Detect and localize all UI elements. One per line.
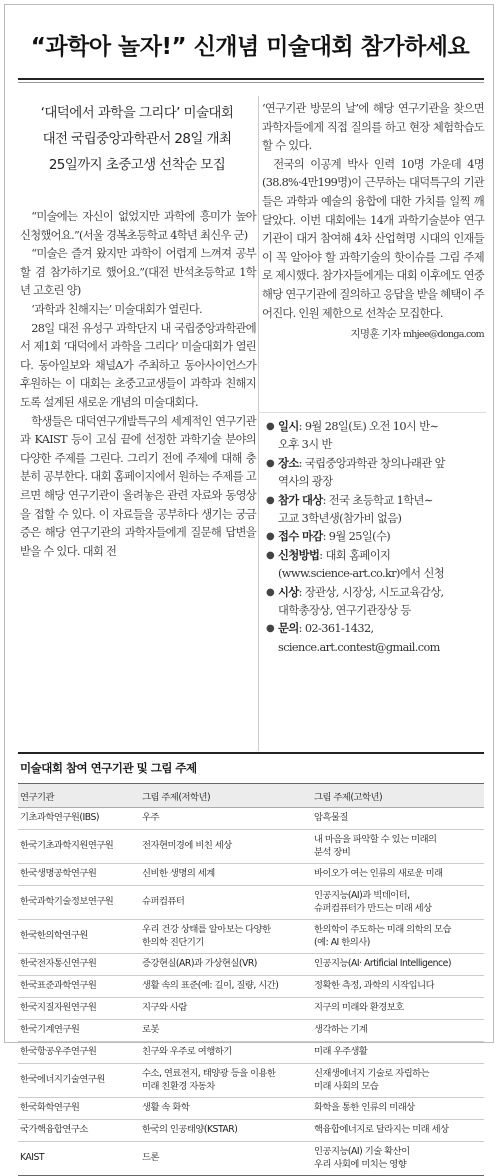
table-header-row xyxy=(18,784,484,808)
info-item xyxy=(258,584,486,602)
table-row xyxy=(18,1020,484,1042)
info-item-text xyxy=(278,455,445,473)
upper-grade-topic-cell: 인공지능(AI· Artificial Intelligence) xyxy=(312,954,484,976)
info-value: : 대회 홈페이지 xyxy=(319,548,391,562)
table-header-cell: 그림 주제(고학년) xyxy=(312,784,484,808)
table-row xyxy=(18,808,484,830)
institution-cell: 한국표준과학연구원 xyxy=(18,976,140,998)
lower-grade-topic-cell: 우리 건강 상태를 알아보는 다양한 한의학 진단기기 xyxy=(140,920,312,954)
institution-cell: 한국화학연구원 xyxy=(18,1098,140,1120)
info-value: : 국립중앙과학관 창의나래관 앞 xyxy=(298,456,445,470)
table-row xyxy=(18,1142,484,1176)
lower-grade-topic-cell: 슈퍼컴퓨터 xyxy=(140,886,312,920)
body-paragraph: ‘연구기관 방문의 날’에 해당 연구기관을 찾으면 과학자들에게 직접 질의를 하고 현장 체험학습도 할 수 있다. xyxy=(262,102,484,153)
right-column xyxy=(262,100,484,345)
quote-paragraph: “미술은 즐겨 왔지만 과학이 어렵게 느껴져 공부할 겸 참가하기로 했어요.”(대전 반석초등학교 1학년 고호린 양) xyxy=(20,247,256,298)
headline-rule xyxy=(18,78,484,80)
quote-paragraph: “미술에는 자신이 없었지만 과학에 흥미가 높아 신청했어요.”(서울 경복초등학교 4학년 최신우 군) xyxy=(20,210,256,242)
body-paragraph: 학생들은 대덕연구개발특구의 세계적인 연구기관과 KAIST 등이 고심 끝에 선정한 과학기술 분야의 다양한 주제를 그린다. 그리기 전에 주제에 대해 충분히 공부한다. 대회 홈페이지에서 원하는 주제를 고르면 해당 연구기관이 올려놓은 관련 자료와 동영상을 접할 수 있다. 이 자료들을 공부하다 생기는 궁금증은 해당 연구기관의 과학자들에게 질문해 답변을 받을 수 있다. 대회 전 xyxy=(20,414,256,558)
info-item-text xyxy=(278,528,390,546)
upper-grade-topic-cell: 인공지능(AI)과 빅데이터, 슈퍼컴퓨터가 만드는 미래 세상 xyxy=(312,886,484,920)
info-item-text xyxy=(278,492,433,510)
info-item xyxy=(258,492,486,510)
upper-grade-topic-cell: 미래 우주생활 xyxy=(312,1042,484,1064)
table-row xyxy=(18,1120,484,1142)
info-item xyxy=(258,547,486,565)
headline-rule-thin xyxy=(18,82,484,83)
byline xyxy=(262,325,484,345)
upper-grade-topic-cell: 인공지능(AI) 기술 확산이 우리 사회에 미치는 영향 xyxy=(312,1142,484,1176)
info-item xyxy=(258,418,486,436)
info-item-text xyxy=(278,547,390,565)
info-value: : 전국 초등학교 1학년∼ xyxy=(322,493,433,507)
upper-grade-topic-cell: 신재생에너지 기술로 자립하는 미래 사회의 모습 xyxy=(312,1064,484,1098)
info-label: 시상 xyxy=(278,585,299,599)
left-column xyxy=(20,208,256,561)
institution-cell: 한국생명공학연구원 xyxy=(18,864,140,886)
bullet-icon: ● xyxy=(266,457,275,469)
body-paragraph: 전국의 이공계 박사 인력 10명 가운데 4명(38.8%·4만199명)이 근무하는 대덕특구의 기관들은 과학과 예술의 융합에 대한 가치를 일찍 깨달았다. 이번 대회에는 14개 과학기술분야 연구기관이 대거 참여해 4차 산업혁명 시대의 인재들이 꼭 알아야 할 과학기술의 핫이슈를 그림 주제로 제시했다. 참가자들에게는 대회 이후에도 연중 해당 연구기관에 질의하고 응답을 받을 혜택이 주어진다. 인원 제한으로 선착순 모집한다. xyxy=(262,157,484,320)
info-value-continued: 고교 3학년생(참가비 없음) xyxy=(278,512,402,526)
info-value: : 02-361-1432, xyxy=(298,622,374,636)
lower-grade-topic-cell: 증강현실(AR)과 가상현실(VR) xyxy=(140,954,312,976)
lower-grade-topic-cell: 로봇 xyxy=(140,1020,312,1042)
institution-cell: 한국과학기술정보연구원 xyxy=(18,886,140,920)
bullet-icon: ● xyxy=(266,494,275,506)
info-item-text xyxy=(278,620,374,638)
upper-grade-topic-cell: 정확한 측정, 과학의 시작입니다 xyxy=(312,976,484,998)
institution-cell: 한국기계연구원 xyxy=(18,1020,140,1042)
table-row xyxy=(18,1042,484,1064)
upper-grade-topic-cell: 화학을 통한 인류의 미래상 xyxy=(312,1098,484,1120)
body-paragraph: ‘과학과 친해지는’ 미술대회가 열린다. xyxy=(31,302,202,316)
institution-cell: 한국기초과학지원연구원 xyxy=(18,830,140,864)
institution-cell: 한국항공우주연구원 xyxy=(18,1042,140,1064)
upper-grade-topic-cell: 바이오가 여는 인류의 새로운 미래 xyxy=(312,864,484,886)
lower-grade-topic-cell: 수소, 연료전지, 태양광 등을 이용한 미래 친환경 자동차 xyxy=(140,1064,312,1098)
subhead-line: 대전 국립중앙과학관서 28일 개최 xyxy=(42,131,232,147)
table-row xyxy=(18,920,484,954)
institution-cell: 한국에너지기술연구원 xyxy=(18,1064,140,1098)
table-row xyxy=(18,998,484,1020)
table-row xyxy=(18,954,484,976)
subheadlines xyxy=(26,100,248,178)
body-paragraph: 28일 대전 유성구 과학단지 내 국립중앙과학관에서 제1회 ‘대덕에서 과학을 그리다’ 미술대회가 열린다. 동아일보와 채널A가 주최하고 동아사이언스가 후원하는 이 대회는 초중고교생들이 과학과 친해지도록 설계된 새로운 개념의 미술대회다. xyxy=(20,321,256,409)
bullet-icon: ● xyxy=(266,531,275,543)
info-value-continued: 오후 3시 반 xyxy=(278,438,332,452)
lower-grade-topic-cell: 생활 속의 표준(예: 길이, 질량, 시간) xyxy=(140,976,312,998)
subhead-line: 25일까지 초중고생 선착순 모집 xyxy=(48,157,226,173)
upper-grade-topic-cell: 암흑물질 xyxy=(312,808,484,830)
info-label: 신청방법 xyxy=(278,548,320,562)
table-section-rule xyxy=(18,752,484,754)
info-label: 일시 xyxy=(278,420,299,433)
info-value: : 장관상, 시장상, 시도교육감상, xyxy=(298,585,444,599)
lower-grade-topic-cell: 전자현미경에 비친 세상 xyxy=(140,830,312,864)
info-value: : 9월 25일(수) xyxy=(322,530,391,544)
info-value-continued: science.art.contest@gmail.com xyxy=(278,640,440,654)
table-header-cell: 연구기관 xyxy=(18,784,140,808)
info-item xyxy=(258,620,486,638)
table-row xyxy=(18,1064,484,1098)
info-box-top-border xyxy=(258,412,486,414)
info-item-text xyxy=(278,418,438,436)
lower-grade-topic-cell: 드론 xyxy=(140,1142,312,1176)
upper-grade-topic-cell: 생각하는 기계 xyxy=(312,1020,484,1042)
upper-grade-topic-cell: 내 마음을 파악할 수 있는 미래의 분석 장비 xyxy=(312,830,484,864)
lower-grade-topic-cell: 한국의 인공태양(KSTAR) xyxy=(140,1120,312,1142)
institution-cell: 기초과학연구원(IBS) xyxy=(18,808,140,830)
bullet-icon: ● xyxy=(266,549,275,561)
institution-cell: 한국지질자원연구원 xyxy=(18,998,140,1020)
info-label: 접수 마감 xyxy=(278,530,323,544)
table-row xyxy=(18,976,484,998)
lower-grade-topic-cell: 우주 xyxy=(140,808,312,830)
lower-grade-topic-cell: 생활 속 화학 xyxy=(140,1098,312,1120)
institution-cell: 한국전자통신연구원 xyxy=(18,954,140,976)
institution-cell: 국가핵융합연구소 xyxy=(18,1120,140,1142)
bullet-icon: ● xyxy=(266,623,275,635)
info-label: 문의 xyxy=(278,622,299,636)
institution-cell: 한국한의학연구원 xyxy=(18,920,140,954)
table-row xyxy=(18,886,484,920)
info-value-continued: 대학총장상, 연구기관장상 등 xyxy=(278,604,411,618)
institutions-table xyxy=(18,783,484,1176)
upper-grade-topic-cell: 지구의 미래와 환경보호 xyxy=(312,998,484,1020)
table-title: 미술대회 참여 연구기관 및 그림 주제 xyxy=(20,761,197,775)
subhead-line: ‘대덕에서 과학을 그리다’ 미술대회 xyxy=(40,105,234,121)
byline-name: 지명훈 기자 xyxy=(350,328,401,341)
info-label: 참가 대상 xyxy=(278,493,323,507)
table-row xyxy=(18,864,484,886)
upper-grade-topic-cell: 핵융합에너지로 달라지는 미래 세상 xyxy=(312,1120,484,1142)
institution-cell: KAIST xyxy=(18,1142,140,1176)
info-label: 장소 xyxy=(278,456,299,470)
bullet-icon: ● xyxy=(266,421,275,432)
info-item xyxy=(258,455,486,473)
info-value-continued: (www.science-art.co.kr)에서 신청 xyxy=(278,567,445,581)
info-item-text xyxy=(278,584,444,602)
bullet-icon: ● xyxy=(266,586,275,598)
info-value-continued: 역사의 광장 xyxy=(278,475,333,489)
byline-email: mhjee@donga.com xyxy=(402,329,484,341)
lower-grade-topic-cell: 친구와 우주로 여행하기 xyxy=(140,1042,312,1064)
table-row xyxy=(18,830,484,864)
upper-grade-topic-cell: 한의학이 주도하는 미래 의학의 모습 (예: AI 한의사) xyxy=(312,920,484,954)
info-item xyxy=(258,528,486,546)
table-row xyxy=(18,1098,484,1120)
headline: “과학아 놀자!” 신개념 미술대회 참가하세요 xyxy=(30,34,470,60)
event-info-box xyxy=(258,412,486,657)
info-value: : 9월 28일(토) 오전 10시 반∼ xyxy=(298,420,439,433)
lower-grade-topic-cell: 신비한 생명의 세계 xyxy=(140,864,312,886)
table-header-cell: 그림 주제(저학년) xyxy=(140,784,312,808)
lower-grade-topic-cell: 지구와 사람 xyxy=(140,998,312,1020)
